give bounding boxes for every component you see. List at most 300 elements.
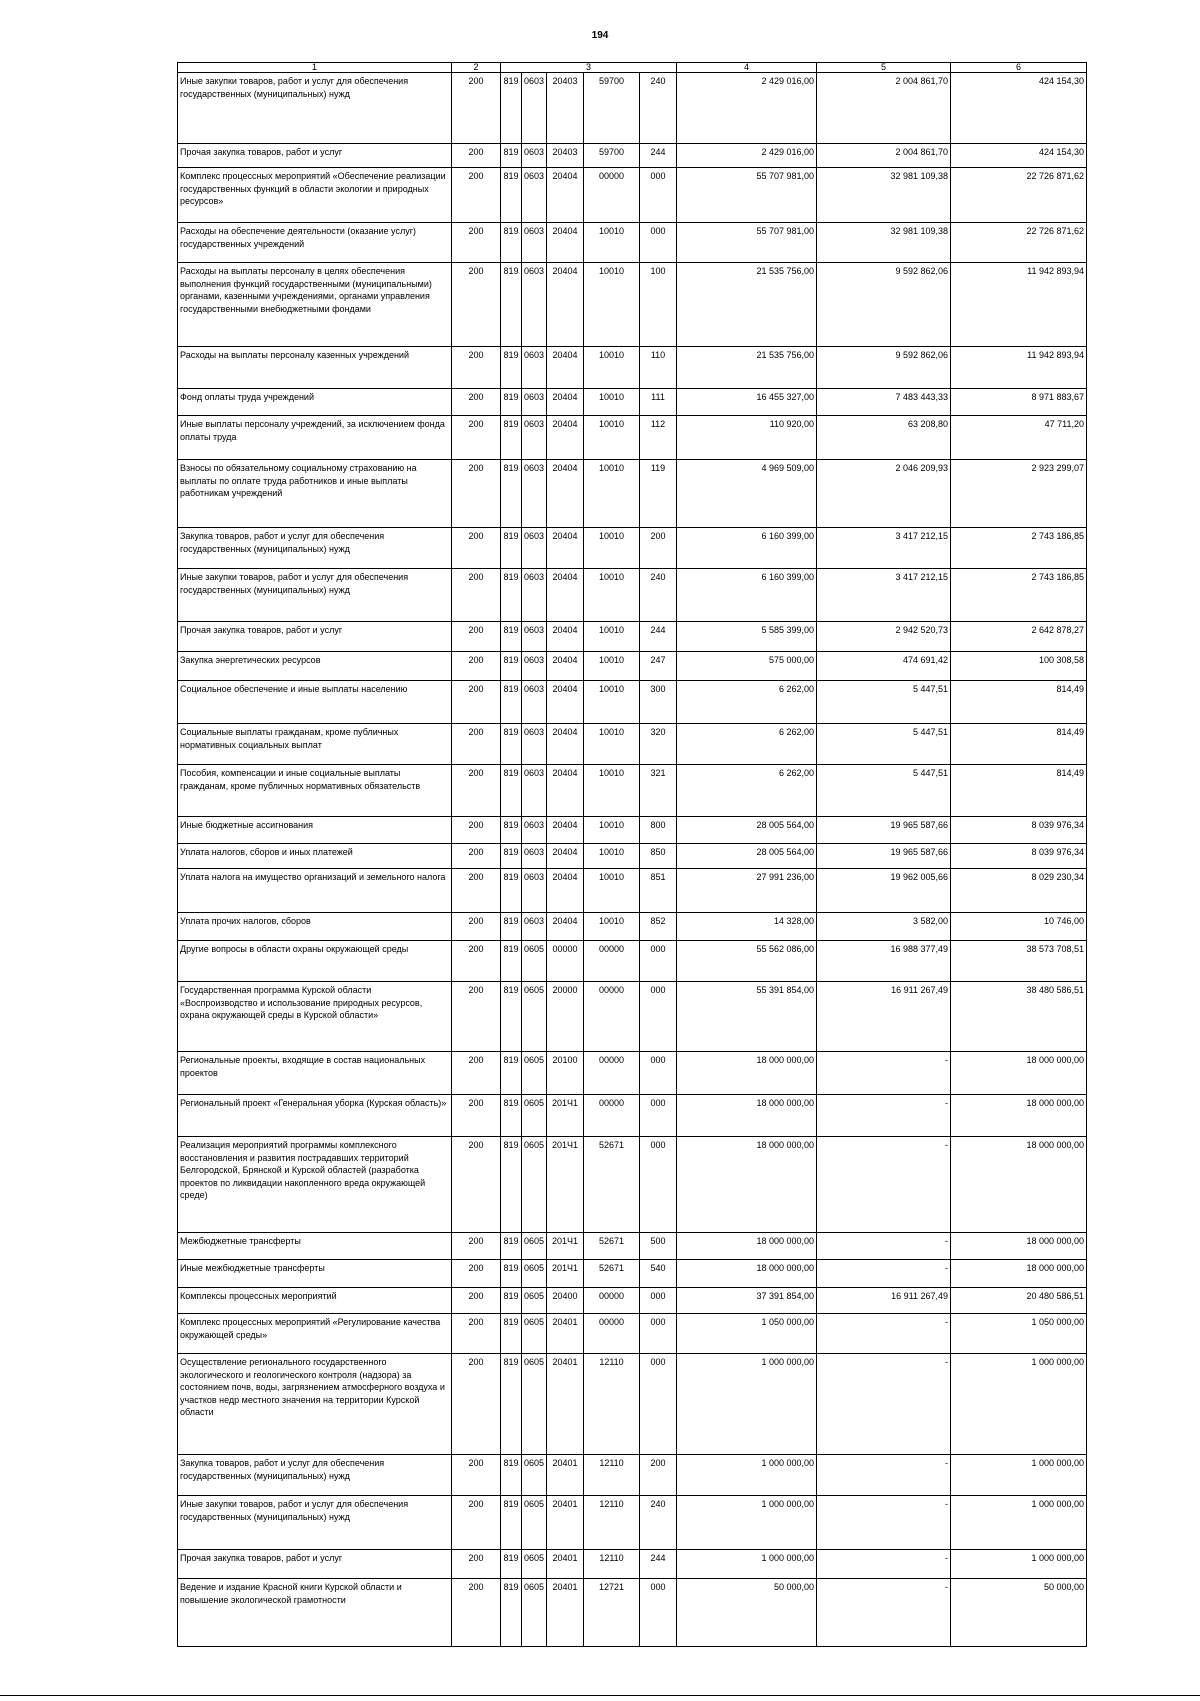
row-code-section: 0605 — [522, 1496, 547, 1550]
row-code-direction: 10010 — [584, 622, 640, 652]
table-row — [178, 652, 1087, 681]
row-code-program: 20400 — [547, 1288, 584, 1314]
row-value-6: 18 000 000,00 — [951, 1233, 1087, 1260]
row-name: Социальное обеспечение и иные выплаты населению — [178, 681, 452, 724]
row-code-ministry: 819 — [501, 1314, 522, 1354]
row-code-type: 850 — [640, 844, 677, 869]
row-value-6: 8 039 976,34 — [951, 844, 1087, 869]
row-code-program: 20404 — [547, 389, 584, 416]
row-value-4: 16 455 327,00 — [677, 389, 817, 416]
row-code-2: 200 — [452, 1314, 501, 1354]
row-value-6: 18 000 000,00 — [951, 1095, 1087, 1137]
row-value-6: 22 726 871,62 — [951, 223, 1087, 263]
row-name: Расходы на выплаты персоналу в целях обеспечения выполнения функций государственными (муниципальными) органами, казенными учреждениями, органами управления государственными внебюджетными фондами — [178, 263, 452, 347]
row-name: Комплексы процессных мероприятий — [178, 1288, 452, 1314]
row-code-ministry: 819 — [501, 1095, 522, 1137]
row-code-direction: 10010 — [584, 817, 640, 844]
header-col-1: 1 — [178, 63, 452, 73]
table-row — [178, 416, 1087, 460]
row-value-5: 5 447,51 — [817, 724, 951, 765]
row-name: Иные межбюджетные трансферты — [178, 1260, 452, 1288]
row-code-program: 20404 — [547, 913, 584, 941]
row-code-type: 500 — [640, 1233, 677, 1260]
row-code-direction: 10010 — [584, 223, 640, 263]
row-value-6: 1 000 000,00 — [951, 1455, 1087, 1496]
row-code-direction: 10010 — [584, 724, 640, 765]
row-code-section: 0603 — [522, 869, 547, 913]
row-code-ministry: 819 — [501, 869, 522, 913]
row-code-section: 0603 — [522, 389, 547, 416]
row-value-4: 18 000 000,00 — [677, 1052, 817, 1095]
row-code-program: 20000 — [547, 982, 584, 1052]
row-value-5: 7 483 443,33 — [817, 389, 951, 416]
row-code-type: 244 — [640, 622, 677, 652]
row-code-section: 0605 — [522, 1354, 547, 1455]
row-code-direction: 10010 — [584, 263, 640, 347]
row-code-ministry: 819 — [501, 765, 522, 817]
table-row — [178, 941, 1087, 982]
row-code-2: 200 — [452, 652, 501, 681]
row-code-2: 200 — [452, 622, 501, 652]
row-code-program: 20404 — [547, 416, 584, 460]
row-code-section: 0605 — [522, 1095, 547, 1137]
row-value-6: 100 308,58 — [951, 652, 1087, 681]
row-code-program: 20404 — [547, 168, 584, 223]
row-code-type: 247 — [640, 652, 677, 681]
row-value-5: - — [817, 1314, 951, 1354]
row-code-2: 200 — [452, 1137, 501, 1233]
row-value-5: - — [817, 1455, 951, 1496]
row-code-program: 20404 — [547, 569, 584, 622]
row-code-program: 20404 — [547, 347, 584, 389]
row-code-2: 200 — [452, 528, 501, 569]
row-value-5: 32 981 109,38 — [817, 223, 951, 263]
row-value-5: - — [817, 1137, 951, 1233]
row-value-4: 37 391 854,00 — [677, 1288, 817, 1314]
table-row — [178, 1455, 1087, 1496]
row-code-section: 0603 — [522, 724, 547, 765]
row-code-type: 000 — [640, 1137, 677, 1233]
row-code-ministry: 819 — [501, 1455, 522, 1496]
row-code-direction: 00000 — [584, 1095, 640, 1137]
table-row — [178, 569, 1087, 622]
row-code-direction: 12110 — [584, 1354, 640, 1455]
row-code-ministry: 819 — [501, 1052, 522, 1095]
row-value-4: 28 005 564,00 — [677, 817, 817, 844]
row-code-2: 200 — [452, 982, 501, 1052]
row-value-6: 11 942 893,94 — [951, 263, 1087, 347]
row-code-direction: 00000 — [584, 941, 640, 982]
row-code-type: 111 — [640, 389, 677, 416]
row-code-program: 20404 — [547, 817, 584, 844]
row-name: Прочая закупка товаров, работ и услуг — [178, 622, 452, 652]
row-value-5: 9 592 862,06 — [817, 263, 951, 347]
row-code-direction: 59700 — [584, 73, 640, 144]
row-code-direction: 10010 — [584, 652, 640, 681]
row-code-section: 0603 — [522, 652, 547, 681]
row-name: Комплекс процессных мероприятий «Регулирование качества окружающей среды» — [178, 1314, 452, 1354]
row-value-5: 32 981 109,38 — [817, 168, 951, 223]
row-value-6: 8 039 976,34 — [951, 817, 1087, 844]
row-code-2: 200 — [452, 223, 501, 263]
row-code-2: 200 — [452, 1052, 501, 1095]
row-code-direction: 10010 — [584, 681, 640, 724]
row-code-2: 200 — [452, 817, 501, 844]
table-row — [178, 724, 1087, 765]
row-name: Уплата прочих налогов, сборов — [178, 913, 452, 941]
row-code-ministry: 819 — [501, 1579, 522, 1647]
row-code-ministry: 819 — [501, 913, 522, 941]
row-value-4: 2 429 016,00 — [677, 144, 817, 168]
row-code-direction: 00000 — [584, 1052, 640, 1095]
row-value-4: 575 000,00 — [677, 652, 817, 681]
table-row — [178, 1095, 1087, 1137]
row-code-ministry: 819 — [501, 724, 522, 765]
row-name: Государственная программа Курской области «Воспроизводство и использование природных ресурсов, охрана окружающей среды в Курской области» — [178, 982, 452, 1052]
row-code-ministry: 819 — [501, 652, 522, 681]
row-code-type: 540 — [640, 1260, 677, 1288]
row-value-4: 6 262,00 — [677, 724, 817, 765]
row-code-section: 0605 — [522, 1455, 547, 1496]
row-code-direction: 52671 — [584, 1233, 640, 1260]
row-name: Уплата налогов, сборов и иных платежей — [178, 844, 452, 869]
row-value-6: 424 154,30 — [951, 73, 1087, 144]
budget-table — [177, 62, 1087, 1647]
row-value-4: 1 000 000,00 — [677, 1496, 817, 1550]
row-code-section: 0603 — [522, 223, 547, 263]
table-row — [178, 528, 1087, 569]
row-name: Иные закупки товаров, работ и услуг для обеспечения государственных (муниципальных) нужд — [178, 569, 452, 622]
row-value-6: 814,49 — [951, 724, 1087, 765]
row-code-direction: 10010 — [584, 347, 640, 389]
row-name: Взносы по обязательному социальному страхованию на выплаты по оплате труда работников и иные выплаты работникам учреждений — [178, 460, 452, 528]
row-name: Иные закупки товаров, работ и услуг для обеспечения государственных (муниципальных) нужд — [178, 73, 452, 144]
row-code-2: 200 — [452, 1455, 501, 1496]
row-value-6: 1 000 000,00 — [951, 1496, 1087, 1550]
header-col-6: 6 — [951, 63, 1087, 73]
row-code-program: 00000 — [547, 941, 584, 982]
row-code-2: 200 — [452, 73, 501, 144]
row-code-type: 800 — [640, 817, 677, 844]
row-value-5: 2 046 209,93 — [817, 460, 951, 528]
row-value-6: 424 154,30 — [951, 144, 1087, 168]
row-code-type: 244 — [640, 1550, 677, 1579]
row-name: Прочая закупка товаров, работ и услуг — [178, 144, 452, 168]
row-value-6: 22 726 871,62 — [951, 168, 1087, 223]
row-code-program: 20404 — [547, 622, 584, 652]
row-code-2: 200 — [452, 144, 501, 168]
row-name: Иные закупки товаров, работ и услуг для обеспечения государственных (муниципальных) нужд — [178, 1496, 452, 1550]
row-value-6: 2 923 299,07 — [951, 460, 1087, 528]
table-row — [178, 1260, 1087, 1288]
row-code-section: 0603 — [522, 569, 547, 622]
row-code-program: 20404 — [547, 765, 584, 817]
row-code-2: 200 — [452, 869, 501, 913]
row-code-program: 20403 — [547, 73, 584, 144]
table-row — [178, 844, 1087, 869]
row-value-5: 63 208,80 — [817, 416, 951, 460]
row-code-program: 20401 — [547, 1496, 584, 1550]
row-name: Расходы на обеспечение деятельности (оказание услуг) государственных учреждений — [178, 223, 452, 263]
row-value-4: 4 969 509,00 — [677, 460, 817, 528]
row-value-4: 21 535 756,00 — [677, 347, 817, 389]
row-code-2: 200 — [452, 347, 501, 389]
row-code-2: 200 — [452, 1288, 501, 1314]
table-row — [178, 681, 1087, 724]
row-code-section: 0605 — [522, 1052, 547, 1095]
table-row — [178, 223, 1087, 263]
row-code-section: 0603 — [522, 416, 547, 460]
row-code-direction: 00000 — [584, 982, 640, 1052]
row-code-program: 20404 — [547, 263, 584, 347]
table-row — [178, 765, 1087, 817]
table-row — [178, 263, 1087, 347]
row-code-section: 0605 — [522, 1233, 547, 1260]
row-value-6: 20 480 586,51 — [951, 1288, 1087, 1314]
row-value-6: 1 000 000,00 — [951, 1550, 1087, 1579]
row-code-section: 0603 — [522, 263, 547, 347]
row-code-section: 0603 — [522, 913, 547, 941]
row-code-section: 0605 — [522, 1550, 547, 1579]
row-value-6: 8 971 883,67 — [951, 389, 1087, 416]
table-row — [178, 347, 1087, 389]
row-code-type: 110 — [640, 347, 677, 389]
page-number: 194 — [591, 30, 609, 41]
row-code-section: 0603 — [522, 460, 547, 528]
header-col-2: 2 — [452, 63, 501, 73]
row-code-type: 112 — [640, 416, 677, 460]
row-code-2: 200 — [452, 263, 501, 347]
row-code-program: 20401 — [547, 1354, 584, 1455]
row-value-5: 16 988 377,49 — [817, 941, 951, 982]
row-value-4: 2 429 016,00 — [677, 73, 817, 144]
row-value-5: 474 691,42 — [817, 652, 951, 681]
row-code-program: 20404 — [547, 724, 584, 765]
row-code-section: 0603 — [522, 681, 547, 724]
row-value-5: - — [817, 1260, 951, 1288]
row-value-5: 3 582,00 — [817, 913, 951, 941]
row-code-ministry: 819 — [501, 844, 522, 869]
table-row — [178, 622, 1087, 652]
row-value-4: 14 328,00 — [677, 913, 817, 941]
row-code-2: 200 — [452, 1496, 501, 1550]
row-code-type: 852 — [640, 913, 677, 941]
row-code-type: 000 — [640, 223, 677, 263]
table-row — [178, 1314, 1087, 1354]
row-code-ministry: 819 — [501, 1288, 522, 1314]
row-name: Социальные выплаты гражданам, кроме публичных нормативных социальных выплат — [178, 724, 452, 765]
row-value-6: 47 711,20 — [951, 416, 1087, 460]
row-code-direction: 10010 — [584, 765, 640, 817]
row-code-2: 200 — [452, 1550, 501, 1579]
row-value-5: - — [817, 1550, 951, 1579]
row-code-type: 000 — [640, 1288, 677, 1314]
row-code-direction: 12110 — [584, 1496, 640, 1550]
row-value-6: 814,49 — [951, 765, 1087, 817]
row-name: Прочая закупка товаров, работ и услуг — [178, 1550, 452, 1579]
row-code-ministry: 819 — [501, 1550, 522, 1579]
row-code-direction: 10010 — [584, 389, 640, 416]
row-value-4: 6 160 399,00 — [677, 569, 817, 622]
row-code-section: 0605 — [522, 1314, 547, 1354]
row-value-5: 3 417 212,15 — [817, 528, 951, 569]
row-value-6: 50 000,00 — [951, 1579, 1087, 1647]
table-row — [178, 1233, 1087, 1260]
row-code-ministry: 819 — [501, 263, 522, 347]
row-code-section: 0603 — [522, 817, 547, 844]
row-value-5: 19 965 587,66 — [817, 817, 951, 844]
row-code-type: 200 — [640, 528, 677, 569]
row-name: Реализация мероприятий программы комплексного восстановления и развития пострадавших территорий Белгородской, Брянской и Курской областей (разработка проектов по ликвидации накопленного вреда окружающей среде) — [178, 1137, 452, 1233]
row-code-direction: 10010 — [584, 416, 640, 460]
row-code-2: 200 — [452, 1579, 501, 1647]
row-code-ministry: 819 — [501, 622, 522, 652]
row-code-section: 0603 — [522, 844, 547, 869]
row-code-type: 240 — [640, 73, 677, 144]
row-code-program: 20404 — [547, 652, 584, 681]
row-value-5: - — [817, 1095, 951, 1137]
row-value-6: 2 743 186,85 — [951, 569, 1087, 622]
row-code-program: 201Ч1 — [547, 1233, 584, 1260]
row-value-4: 18 000 000,00 — [677, 1260, 817, 1288]
table-row — [178, 817, 1087, 844]
row-code-2: 200 — [452, 913, 501, 941]
row-value-4: 1 000 000,00 — [677, 1550, 817, 1579]
header-row — [178, 63, 1087, 73]
row-code-program: 20403 — [547, 144, 584, 168]
row-code-2: 200 — [452, 569, 501, 622]
row-code-type: 000 — [640, 941, 677, 982]
row-value-6: 11 942 893,94 — [951, 347, 1087, 389]
row-code-2: 200 — [452, 765, 501, 817]
row-name: Другие вопросы в области охраны окружающей среды — [178, 941, 452, 982]
row-value-5: 9 592 862,06 — [817, 347, 951, 389]
row-code-program: 20404 — [547, 528, 584, 569]
row-value-5: 3 417 212,15 — [817, 569, 951, 622]
row-code-type: 100 — [640, 263, 677, 347]
row-code-direction: 12721 — [584, 1579, 640, 1647]
row-code-2: 200 — [452, 416, 501, 460]
row-code-type: 119 — [640, 460, 677, 528]
row-code-section: 0603 — [522, 347, 547, 389]
table-row — [178, 168, 1087, 223]
row-code-program: 20404 — [547, 223, 584, 263]
row-value-4: 6 262,00 — [677, 681, 817, 724]
row-code-ministry: 819 — [501, 1137, 522, 1233]
table-row — [178, 460, 1087, 528]
table-row — [178, 1550, 1087, 1579]
row-code-2: 200 — [452, 460, 501, 528]
table-row — [178, 913, 1087, 941]
row-code-2: 200 — [452, 681, 501, 724]
row-code-section: 0605 — [522, 982, 547, 1052]
row-code-direction: 10010 — [584, 869, 640, 913]
row-name: Уплата налога на имущество организаций и земельного налога — [178, 869, 452, 913]
row-value-4: 6 160 399,00 — [677, 528, 817, 569]
row-code-program: 20404 — [547, 844, 584, 869]
row-value-4: 21 535 756,00 — [677, 263, 817, 347]
row-value-5: 5 447,51 — [817, 765, 951, 817]
row-code-type: 300 — [640, 681, 677, 724]
table-row — [178, 982, 1087, 1052]
row-value-5: - — [817, 1233, 951, 1260]
row-code-ministry: 819 — [501, 569, 522, 622]
row-code-direction: 52671 — [584, 1260, 640, 1288]
row-code-program: 20404 — [547, 681, 584, 724]
row-code-type: 000 — [640, 1314, 677, 1354]
row-value-4: 55 707 981,00 — [677, 168, 817, 223]
row-code-2: 200 — [452, 1354, 501, 1455]
table-row — [178, 1354, 1087, 1455]
row-code-ministry: 819 — [501, 168, 522, 223]
table-row — [178, 144, 1087, 168]
row-code-direction: 10010 — [584, 460, 640, 528]
row-value-4: 18 000 000,00 — [677, 1095, 817, 1137]
row-name: Осуществление регионального государственного экологического и геологического контроля (надзора) за состоянием почв, воды, загрязнением атмосферного воздуха и участков недр местного значения на территории Курской области — [178, 1354, 452, 1455]
row-code-2: 200 — [452, 168, 501, 223]
row-code-type: 240 — [640, 569, 677, 622]
row-name: Закупка товаров, работ и услуг для обеспечения государственных (муниципальных) нужд — [178, 528, 452, 569]
row-code-type: 000 — [640, 168, 677, 223]
row-name: Иные бюджетные ассигнования — [178, 817, 452, 844]
table-row — [178, 1288, 1087, 1314]
row-code-program: 201Ч1 — [547, 1137, 584, 1233]
row-code-2: 200 — [452, 724, 501, 765]
row-code-type: 320 — [640, 724, 677, 765]
row-code-type: 000 — [640, 1052, 677, 1095]
row-code-program: 20401 — [547, 1550, 584, 1579]
row-code-2: 200 — [452, 1260, 501, 1288]
row-code-section: 0603 — [522, 168, 547, 223]
row-code-section: 0605 — [522, 1579, 547, 1647]
row-code-ministry: 819 — [501, 1233, 522, 1260]
row-name: Региональный проект «Генеральная уборка (Курская область)» — [178, 1095, 452, 1137]
table-row — [178, 1579, 1087, 1647]
row-code-section: 0603 — [522, 622, 547, 652]
row-code-direction: 10010 — [584, 844, 640, 869]
row-name: Межбюджетные трансферты — [178, 1233, 452, 1260]
row-code-type: 244 — [640, 144, 677, 168]
row-code-ministry: 819 — [501, 416, 522, 460]
row-value-4: 50 000,00 — [677, 1579, 817, 1647]
row-value-4: 27 991 236,00 — [677, 869, 817, 913]
row-code-direction: 00000 — [584, 168, 640, 223]
table-row — [178, 1496, 1087, 1550]
row-value-5: - — [817, 1052, 951, 1095]
row-code-type: 851 — [640, 869, 677, 913]
row-value-4: 55 707 981,00 — [677, 223, 817, 263]
row-code-direction: 12110 — [584, 1550, 640, 1579]
row-value-5: 2 004 861,70 — [817, 73, 951, 144]
row-value-6: 8 029 230,34 — [951, 869, 1087, 913]
row-value-5: 19 965 587,66 — [817, 844, 951, 869]
row-code-ministry: 819 — [501, 73, 522, 144]
row-code-program: 20401 — [547, 1579, 584, 1647]
row-name: Пособия, компенсации и иные социальные выплаты гражданам, кроме публичных нормативных обязательств — [178, 765, 452, 817]
row-code-type: 321 — [640, 765, 677, 817]
row-code-section: 0605 — [522, 941, 547, 982]
table-row — [178, 1137, 1087, 1233]
row-code-program: 201Ч1 — [547, 1095, 584, 1137]
row-code-2: 200 — [452, 844, 501, 869]
row-code-type: 240 — [640, 1496, 677, 1550]
row-value-6: 18 000 000,00 — [951, 1137, 1087, 1233]
row-value-5: 16 911 267,49 — [817, 982, 951, 1052]
row-code-section: 0605 — [522, 1137, 547, 1233]
row-value-5: 16 911 267,49 — [817, 1288, 951, 1314]
row-value-6: 1 050 000,00 — [951, 1314, 1087, 1354]
row-name: Фонд оплаты труда учреждений — [178, 389, 452, 416]
